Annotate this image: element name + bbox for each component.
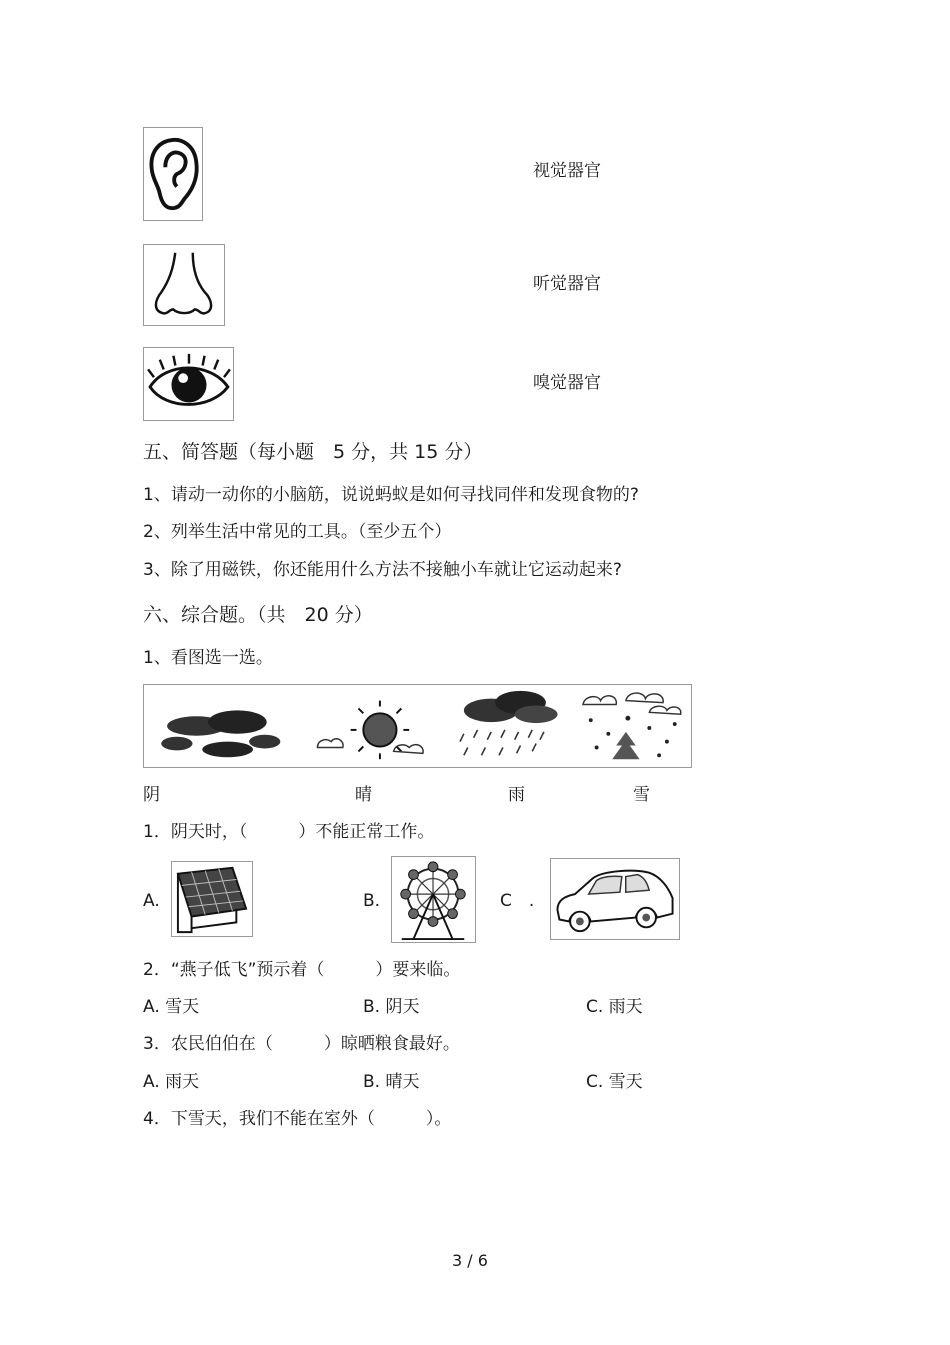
organ-label-2: 听觉器官 — [533, 274, 601, 294]
sub1-option-a-label: A. — [143, 891, 160, 911]
nose-image — [143, 244, 225, 326]
weather-label-snow: 雪 — [633, 785, 650, 805]
rain-icon — [460, 691, 558, 755]
sub1-option-c-label: C . — [500, 891, 535, 911]
sub3-question: 3．农民伯伯在（ ）晾晒粮食最好。 — [143, 1034, 460, 1054]
weather-label-sunny: 晴 — [355, 785, 372, 805]
weather-label-cloudy: 阴 — [143, 785, 160, 805]
sub2-option-c: C. 雨天 — [586, 997, 643, 1017]
ferris-wheel-icon — [392, 857, 475, 942]
weather-strip — [143, 684, 692, 768]
ear-image — [143, 127, 203, 221]
sub2-question: 2．“燕子低飞”预示着（ ）要来临。 — [143, 960, 461, 980]
sub2-option-a: A. 雪天 — [143, 997, 200, 1017]
solar-panel-icon — [172, 862, 252, 936]
ferris-wheel-image[interactable] — [391, 856, 476, 943]
weather-label-rain: 雨 — [508, 785, 525, 805]
sub3-option-b: B. 晴天 — [363, 1072, 420, 1092]
car-image[interactable] — [550, 858, 680, 940]
q1-intro: 1、看图选一选。 — [143, 648, 273, 668]
sunny-icon — [317, 701, 423, 760]
ear-icon — [144, 128, 202, 220]
solar-panel-image[interactable] — [171, 861, 253, 937]
snow-icon — [583, 693, 681, 759]
section6-title: 六、综合题。（共 20 分） — [143, 604, 373, 626]
sub3-option-c: C. 雪天 — [586, 1072, 643, 1092]
cloudy-icon — [161, 710, 280, 757]
page-number: 3 / 6 — [452, 1251, 488, 1270]
section5-question-1: 1、请动一动你的小脑筋，说说蚂蚁是如何寻找同伴和发现食物的? — [143, 485, 639, 505]
section5-title: 五、简答题（每小题 5 分，共 15 分） — [143, 441, 483, 463]
eye-image — [143, 347, 234, 421]
section5-question-2: 2、列举生活中常见的工具。（至少五个） — [143, 522, 452, 542]
sub4-question: 4．下雪天，我们不能在室外（ ）。 — [143, 1109, 452, 1129]
nose-icon — [144, 245, 224, 325]
organ-label-3: 嗅觉器官 — [533, 373, 601, 393]
sub1-question: 1．阴天时，（ ）不能正常工作。 — [143, 822, 435, 842]
organ-label-1: 视觉器官 — [533, 161, 601, 181]
section5-question-3: 3、除了用磁铁，你还能用什么方法不接触小车就让它运动起来? — [143, 560, 622, 580]
sub1-option-b-label: B. — [363, 891, 381, 911]
eye-icon — [144, 348, 233, 420]
car-icon — [551, 859, 679, 939]
sub2-option-b: B. 阴天 — [363, 997, 420, 1017]
sub3-option-a: A. 雨天 — [143, 1072, 200, 1092]
